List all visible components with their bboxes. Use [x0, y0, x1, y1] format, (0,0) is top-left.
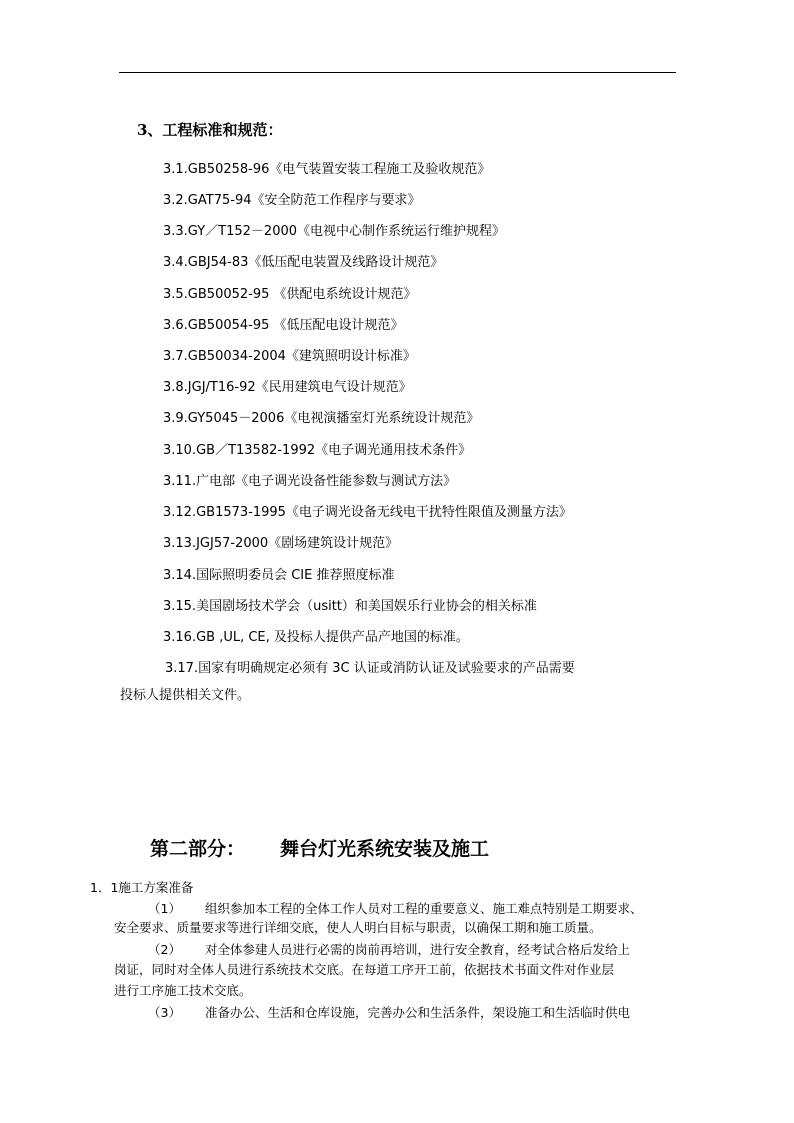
standard-item: 3.1.GB50258-96《电气装置安装工程施工及验收规范》: [163, 162, 491, 177]
standard-item: 3.3.GY／T152－2000《电视中心制作系统运行维护规程》: [163, 224, 506, 239]
standard-item-continuation: 投标人提供相关文件。: [120, 688, 251, 703]
standard-item: 3.9.GY5045－2006《电视演播室灯光系统设计规范》: [163, 411, 480, 426]
standard-item: 3.12.GB1573-1995《电子调光设备无线电干扰特性限值及测量方法》: [163, 505, 572, 520]
standard-item: 3.10.GB／T13582-1992《电子调光通用技术条件》: [163, 443, 472, 458]
standard-item: 3.6.GB50054-95 《低压配电设计规范》: [163, 318, 404, 333]
standard-item: 3.4.GBJ54-83《低压配电装置及线路设计规范》: [163, 255, 444, 270]
subsection-1-1-heading: 1．1施工方案准备: [90, 880, 194, 895]
standard-item: 3.14.国际照明委员会 CIE 推荐照度标准: [163, 568, 395, 583]
header-rule: [119, 72, 676, 73]
standard-item: 3.16.GB ,UL, CE, 及投标人提供产品产地国的标准。: [163, 630, 469, 645]
paragraph-3-number: （3）: [148, 1005, 181, 1020]
paragraph-2-number: （2）: [148, 942, 181, 957]
paragraph-1-line: 安全要求、质量要求等进行详细交底，使人人明白目标与职责，以确保工期和施工质量。: [114, 920, 602, 935]
paragraph-1-line: 组织参加本工程的全体工作人员对工程的重要意义、施工难点特别是工期要求、: [205, 901, 643, 916]
paragraph-2-line: 对全体参建人员进行必需的岗前再培训，进行安全教育，经考试合格后发给上: [205, 942, 631, 957]
standard-item: 3.15.美国剧场技术学会（usitt）和美国娱乐行业协会的相关标准: [163, 599, 537, 614]
standard-item: 3.2.GAT75-94《安全防范工作程序与要求》: [163, 193, 421, 208]
standard-item: 3.13.JGJ57-2000《剧场建筑设计规范》: [163, 536, 399, 551]
standard-item: 3.5.GB50052-95 《供配电系统设计规范》: [163, 287, 417, 302]
part-2-label: 第二部分：: [150, 838, 246, 860]
part-2-title: 舞台灯光系统安装及施工: [280, 838, 490, 860]
paragraph-2-line: 进行工序施工技术交底。: [114, 983, 252, 998]
paragraph-1-number: （1）: [148, 901, 181, 916]
standard-item: 3.11.广电部《电子调光设备性能参数与测试方法》: [163, 474, 457, 489]
standard-item: 3.17.国家有明确规定必须有 3C 认证或消防认证及试验要求的产品需要: [165, 661, 575, 676]
standard-item: 3.8.JGJ/T16-92《民用建筑电气设计规范》: [163, 380, 412, 395]
standard-item: 3.7.GB50034-2004《建筑照明设计标准》: [163, 349, 416, 364]
paragraph-3-line: 准备办公、生活和仓库设施，完善办公和生活条件，架设施工和生活临时供电: [205, 1005, 631, 1020]
section-3-heading: 3、工程标准和规范：: [137, 121, 283, 139]
paragraph-2-line: 岗证，同时对全体人员进行系统技术交底。在每道工序开工前，依据技术书面文件对作业层: [114, 962, 615, 977]
